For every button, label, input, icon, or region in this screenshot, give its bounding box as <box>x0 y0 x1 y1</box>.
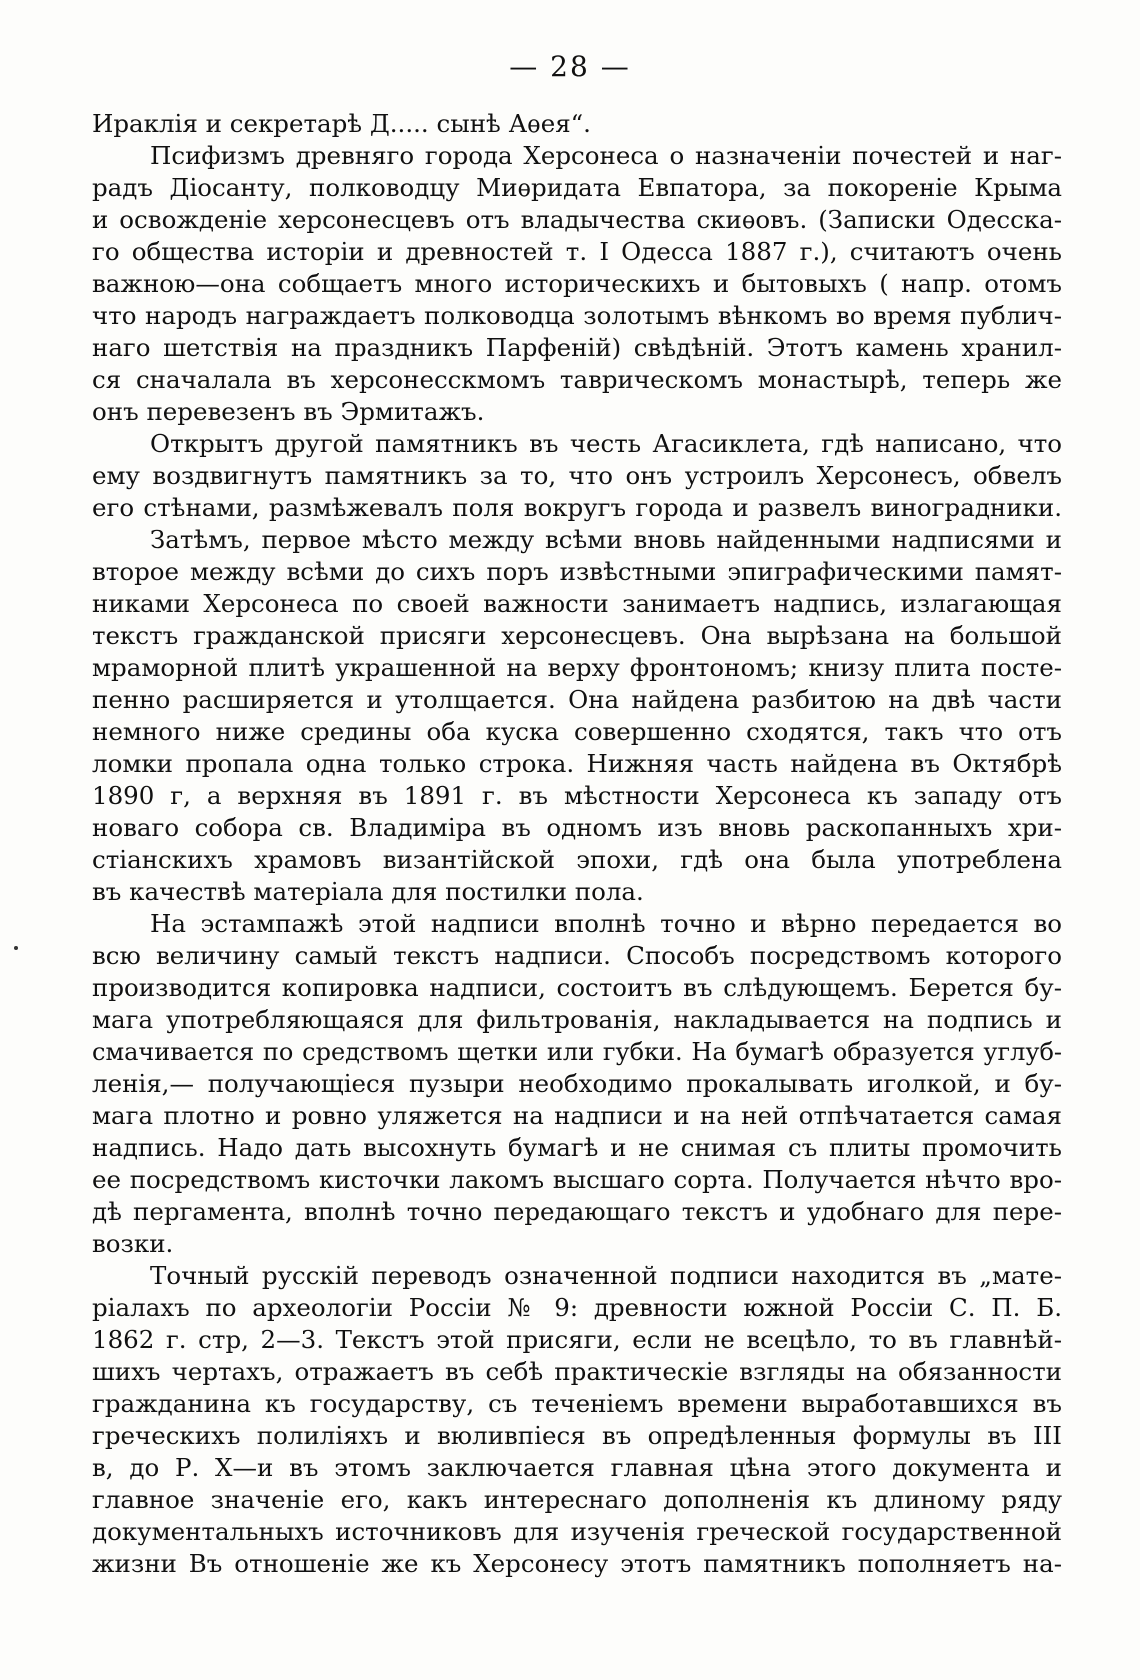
text-line: наго шетствія на праздникъ Парфеній) свѣдѣній. Этотъ камень хранил- <box>92 333 1062 362</box>
text-line: радъ Діосанту, полководцу Миѳридата Евпатора, за покореніе Крыма <box>92 173 1062 202</box>
text-line: документальныхъ источниковъ для изученія греческой государственной <box>92 1517 1062 1546</box>
page-number: — 28 — <box>509 50 631 83</box>
text-line: Затѣмъ, первое мѣсто между всѣми вновь найденными надписями и <box>150 525 1062 554</box>
text-line: Точный русскій переводъ означенной подписи находится въ „мате- <box>150 1261 1062 1290</box>
text-line: Открытъ другой памятникъ въ честь Агасиклета, гдѣ написано, что <box>150 429 1062 458</box>
text-line: главное значеніе его, какъ интереснаго дополненія къ длиному ряду <box>92 1485 1062 1514</box>
text-line: мага употребляющаяся для фильтрованія, накладывается на подпись и <box>92 1005 1062 1034</box>
text-line: никами Херсонеса по своей важности занимаетъ надпись, излагающая <box>92 589 1062 618</box>
text-line: ломки пропала одна только строка. Нижняя часть найдена въ Октябрѣ <box>92 749 1062 778</box>
text-line: что народъ награждаетъ полководца золотымъ вѣнкомъ во время публич- <box>92 301 1062 330</box>
text-line: мага плотно и ровно уляжется на надписи и на ней отпѣчатается самая <box>92 1101 1062 1130</box>
text-line: возки. <box>92 1229 174 1258</box>
text-line: На эстампажѣ этой надписи вполнѣ точно и вѣрно передается во <box>150 909 1062 938</box>
text-line: надпись. Надо дать высохнуть бумагѣ и не снимая съ плиты промочить <box>92 1133 1062 1162</box>
text-line: Ираклія и секретарѣ Д..... сынѣ Аѳея“. <box>92 109 591 138</box>
text-line: жизни Въ отношеніе же къ Херсонесу этотъ памятникъ пополняетъ на- <box>92 1549 1062 1578</box>
text-line: ему воздвигнутъ памятникъ за то, что онъ устроилъ Херсонесъ, обвелъ <box>92 461 1062 490</box>
text-line: мраморной плитѣ украшенной на верху фронтономъ; книзу плита посте- <box>92 653 1062 682</box>
text-line: важною—она собщаетъ много историческихъ и бытовыхъ ( напр. отомъ <box>92 269 1062 298</box>
text-line: текстъ гражданской присяги херсонесцевъ. Она вырѣзана на большой <box>92 621 1062 650</box>
text-line: пенно расширяется и утолщается. Она найдена разбитою на двѣ части <box>92 685 1062 714</box>
text-line: гражданина къ государству, съ теченіемъ времени выработавшихся въ <box>92 1389 1062 1418</box>
text-line: производится копировка надписи, состоитъ въ слѣдующемъ. Берется бу- <box>92 973 1062 1002</box>
text-line: всю величину самый текстъ надписи. Способъ посредствомъ которого <box>92 941 1062 970</box>
text-line: 1862 г. стр, 2—3. Текстъ этой присяги, если не всецѣло, то въ главнѣй- <box>92 1325 1062 1354</box>
text-line: второе между всѣми до сихъ поръ извѣстными эпиграфическими памят- <box>92 557 1062 586</box>
text-line: ся сначалала въ херсонесскмомъ таврическомъ монастырѣ, теперь же <box>92 365 1062 394</box>
text-line: новаго собора св. Владиміра въ одномъ изъ вновь раскопанныхъ хри- <box>92 813 1062 842</box>
text-line: въ качествѣ матеріала для постилки пола. <box>92 877 644 906</box>
text-line: немного ниже средины оба куска совершенно сходятся, такъ что отъ <box>92 717 1062 746</box>
text-line: шихъ чертахъ, отражаетъ въ себѣ практическіе взгляды на обязанности <box>92 1357 1062 1386</box>
text-line: стіанскихъ храмовъ византійской эпохи, гдѣ она была употреблена <box>92 845 1062 874</box>
text-line: ріалахъ по археологіи Россіи № 9: древности южной Россіи С. П. Б. <box>92 1293 1062 1322</box>
text-line: его стѣнами, размѣжевалъ поля вокругъ города и развелъ виноградники. <box>92 493 1062 522</box>
page-text-body <box>92 108 1062 1580</box>
text-line: онъ перевезенъ въ Эрмитажъ. <box>92 397 485 426</box>
text-line: смачивается по средствомъ щетки или губки. На бумагѣ образуется углуб- <box>92 1038 1062 1066</box>
text-line: ее посредствомъ кисточки лакомъ высшаго сорта. Получается нѣчто вро- <box>92 1165 1062 1194</box>
text-line: ленія,— получающіеся пузыри необходимо прокалывать иголкой, и бу- <box>92 1069 1062 1098</box>
scan-edge-mark <box>14 946 18 950</box>
text-line: дѣ пергамента, вполнѣ точно передающаго текстъ и удобнаго для пере- <box>92 1197 1062 1226</box>
text-line: 1890 г, а верхняя въ 1891 г. въ мѣстности Херсонеса къ западу отъ <box>92 781 1062 810</box>
text-line: Псифизмъ древняго города Херсонеса о назначеніи почестей и наг- <box>150 141 1062 170</box>
text-line: и освожденіе херсонесцевъ отъ владычества скиѳовъ. (Записки Одесска- <box>92 205 1062 234</box>
text-line: го общества исторіи и древностей т. I Одесса 1887 г.), считаютъ очень <box>92 237 1062 266</box>
text-line: в, до Р. Х—и въ этомъ заключается главная цѣна этого документа и <box>92 1453 1062 1482</box>
text-line: греческихъ полиліяхъ и вюливпіеся въ опредѣленныя формулы въ III <box>92 1421 1062 1450</box>
